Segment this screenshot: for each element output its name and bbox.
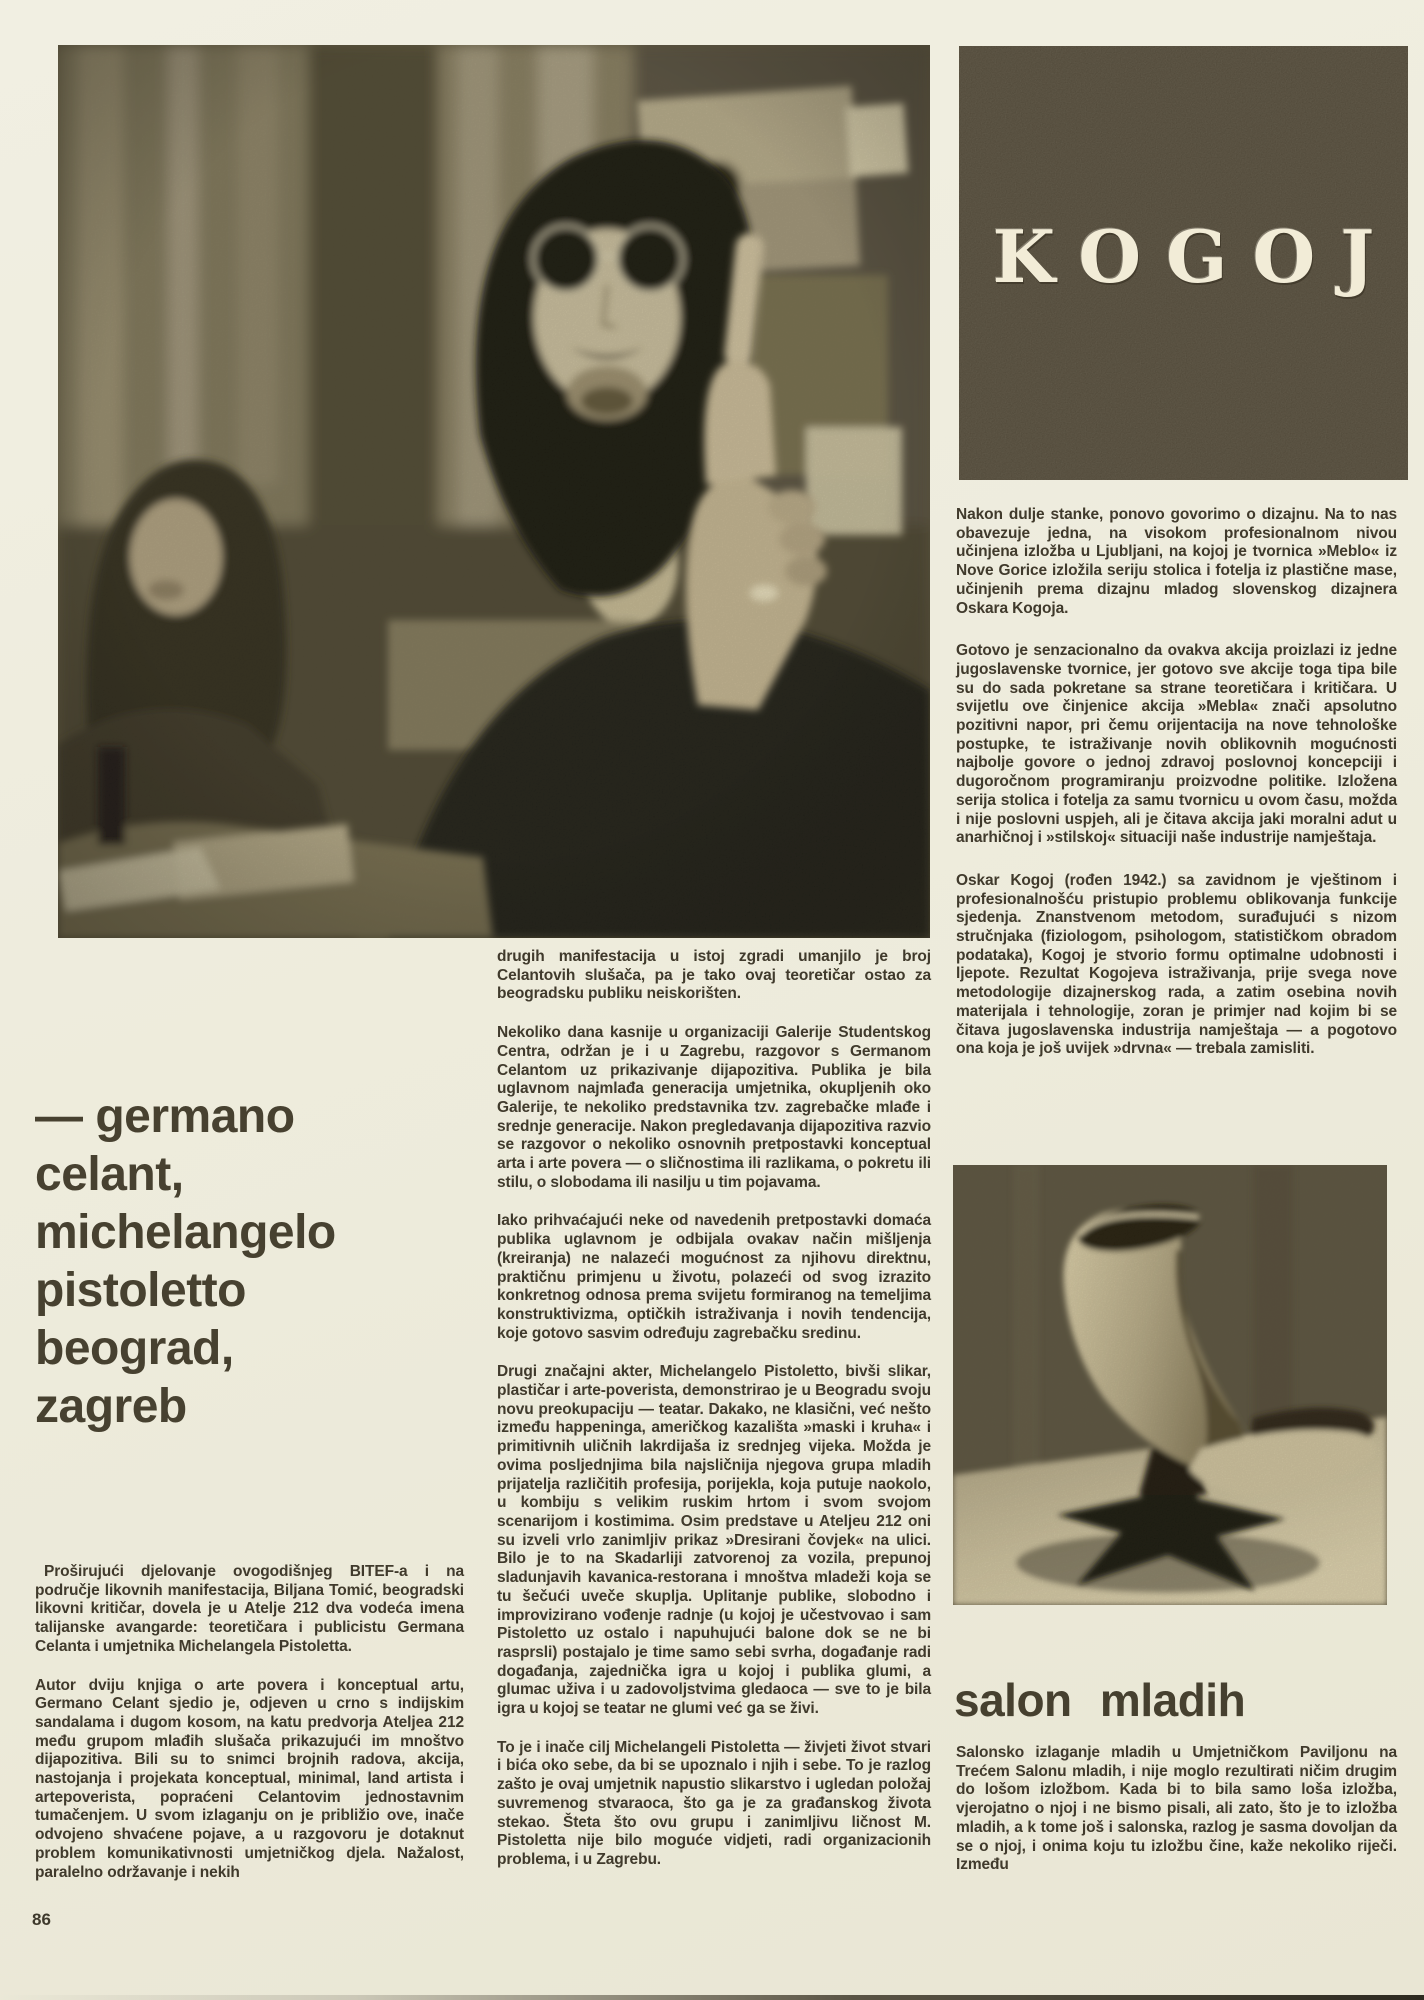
paragraph: drugih manifestacija u istoj zgradi umanjilo je broj Celantovih slušača, pa je tako ovaj teoretičar ostao za beogradsku publiku neiskorišten. [497, 948, 931, 1003]
kogoj-chair-illustration [953, 1165, 1387, 1605]
paragraph: Nakon dulje stanke, ponovo govorimo o dizajnu. Na to nas obavezuje jedna, na visokom profesionalnom nivou učinjena izložba u Ljubljani, na kojoj je tvornica »Meblo« iz Nove Gorice izložila seriju stolica i fotelja iz plastične mase, učinjenih prema dizajnu mladog slovenskog dizajnera Oskara Kogoja. [956, 506, 1397, 617]
headline-line: michelangelo [35, 1206, 336, 1259]
paragraph: Oskar Kogoj (rođen 1942.) sa zavidnom je vještinom i profesionalnošću pristupio problemu oblikovanja funkcije sjedenja. Znanstvenom metodom, surađujući s nizom stručnjaka (fiziologom, psihologom, statističkom obradom podataka), Kogoj je stvorio formu optimalne udobnosti i ljepote. Rezultat Kogojeva istraživanja, prije svega nove metodologije dizajnerskog rada, a zatim osebina novih materijala i tehnologije, zoran je primjer nad kojim bi se čitava jugoslavenska industrija namještaja — a pogotovo ona koja je još uvijek »drvna« — trebala zamisliti. [956, 871, 1397, 1058]
paragraph: To je i inače cilj Michelangeli Pistoletta — živjeti život stvari i bića oko sebe, da bi se upoznalo i njih i sebe. To je razlog zašto je ovaj umjetnik napustio slikarstvo i ugledan položaj suvremenog stvaraoca, što ga je za građanskog života stekao. Šteta što ovu grupu i zanimljivu ličnost M. Pistoletta nije bilo moguće vidjeti, radi organizacionih problema, i u Zagrebu. [497, 1738, 931, 1868]
headline-line: zagreb [35, 1380, 187, 1433]
middle-column [497, 948, 931, 1890]
kogoj-title-box [959, 46, 1408, 480]
kogoj-chair-photo [953, 1165, 1387, 1605]
headline-line: celant, [35, 1148, 184, 1201]
paragraph: Drugi značajni akter, Michelangelo Pistoletto, bivši slikar, plastičar i arte-poverista, demonstrirao je u Beogradu svoju novu preokupaciju — teatar. Dakako, ne klasični, već nešto između happeninga, američkog kazališta »maski i kruha« i primitivnih uličnih lakrdijaša iz srednjeg vijeka. Možda je ovima posljednjima bila najsličnija njegova grupa mladih prijatelja različitih profesija, porijekla, koja putuje naokolo, u kombiju s velikim ruskim hrtom i svom svojom scenarijom i kostimima. Osim predstave u Ateljeu 212 oni su izveli vrlo zanimljiv prikaz »Dresirani čovjek« na ulici. Bilo je to na Skadarliji zatvorenoj za vozila, prepunoj sladunjavih kavanica-restorana i mnoštva mladeži koja se tu šečući uveče skuplja. Uplitanje publike, slobodno i improvizirano vođenje radnje (u kojoj je učestvovao i sam Pistoletto uz ostalo i napuhujući balone dok se ne bi rasprsli) postajalo je time samo sebi svrha, događanje radi događanja, zajednička igra u kojoj i publika glumi, a glumac uživa i u zadovoljstvima gledaoca — sve to je bila igra u kojoj se teatar ne glumi već ga se živi. [497, 1363, 931, 1718]
right-column [956, 506, 1397, 1083]
paragraph: Autor dviju knjiga o arte povera i konceptual artu, Germano Celant sjedio je, odjeven u crno s indijskim sandalama i dugom kosom, na katu predvorja Ateljea 212 među grupom mlađih slušača prikazujući im mnoštvo dijapozitiva. Bili su to snimci brojnih radova, akcija, nastojanja i projekata konceptual, minimal, land artista i artepoverista, popraćeni Celantovim jednostavnim tumačenjem. U svom izlaganju on je približio ove, inače odvojeno shvaćene pojave, a u razgovoru je dotaknut problem komunikativnosti umjetničkog djela. Nažalost, paralelno održavanje i nekih [35, 1676, 464, 1881]
paragraph: Iako prihvaćajući neke od navedenih pretpostavki domaća publika uglavnom je odbijala ovakav način mišljenja (kreiranja) ne nalazeći mogućnost za njihovu direktnu, praktičnu primjenu u životu, polazeći od svog izrazito konkretnog odnosa prema svijetu formiranog na temeljima konstruktivizma, optičkih istraživanja i novih tendencija, koje gotovo sasvim određuju zagrebačku sredinu. [497, 1212, 931, 1342]
paragraph: Salonsko izlaganje mladih u Umjetničkom Paviljonu na Trećem Salonu mladih, i nije moglo rezultirati ničim drugim do lošom izložbom. Kada bi to bila samo loša izložba, vjerojatno o njoj i ne bismo pisali, ali zato, što je to izložba mladih, a k tome još i salonska, razlog je sasma dovoljan da se o njoj, i onima koju tu izložbu čine, kaže nekoliko riječi. Između [956, 1744, 1397, 1874]
salon-mladih-text [956, 1744, 1397, 1875]
celant-photo-illustration [58, 45, 930, 938]
page-bottom-scan-edge [0, 1995, 1424, 2000]
celant-pistoletto-headline [35, 1088, 475, 1436]
paragraph: Gotovo je senzacionalno da ovakva akcija proizlazi iz jedne jugoslavenske tvornice, jer gotovo sve akcije toga tipa bile su do sada pokretane sa strane teoretičara i kritičara. U svijetlu ove činjenice akcija »Mebla« znači apsolutno pozitivni napor, pri čemu orijentacija na nove tehnološke postupke, te istraživanje novih oblikovnih mogućnosti najbolje govore o jednoj zdravoj poslovnoj koncepciji i dugoročnom programiranju proizvodne politike. Izložena serija stolica i fotelja za samu tvornicu u ovom času, možda i nije poslovni uspjeh, ali je čitava akcija jaki moralni adut u anarhičnoj i »stilskoj« situaciji naše industrije namještaja. [956, 642, 1397, 847]
headline-line: — germano [35, 1090, 295, 1143]
paragraph: Proširujući djelovanje ovogodišnjeg BITEF-a i na područje likovnih manifestacija, Biljana Tomić, beogradski likovni kritičar, dovela je u Atelje 212 dva vodeća imena talijanske avangarde: teoretičara i publicistu Germana Celanta i umjetnika Michelangela Pistoletta. [35, 1563, 464, 1655]
celant-photo [58, 45, 930, 938]
salon-mladih-headline: salon mladih [954, 1674, 1246, 1726]
page-number: 86 [32, 1910, 51, 1929]
left-column [35, 1563, 464, 1902]
kogoj-headline: KOGOJ [992, 214, 1400, 299]
paragraph: Nekoliko dana kasnije u organizaciji Galerije Studentskog Centra, održan je i u Zagrebu, razgovor s Germanom Celantom uz prikazivanje dijapozitiva. Publika je bila uglavnom najmlađa generacija umjetnika, okupljenih oko Galerije, te nekoliko predstavnika tzv. zagrebačke mlađe i srednje generacije. Nakon pregledavanja dijapozitiva razvio se razgovor o nekoliko osnovnih pretpostavki konceptual arta i arte povera — o sličnostima ili razlikama, o pokretu ili stilu, o slobodama ili nasilju u tim pojavama. [497, 1024, 931, 1191]
headline-line: beograd, [35, 1322, 234, 1375]
headline-line: pistoletto [35, 1264, 246, 1317]
